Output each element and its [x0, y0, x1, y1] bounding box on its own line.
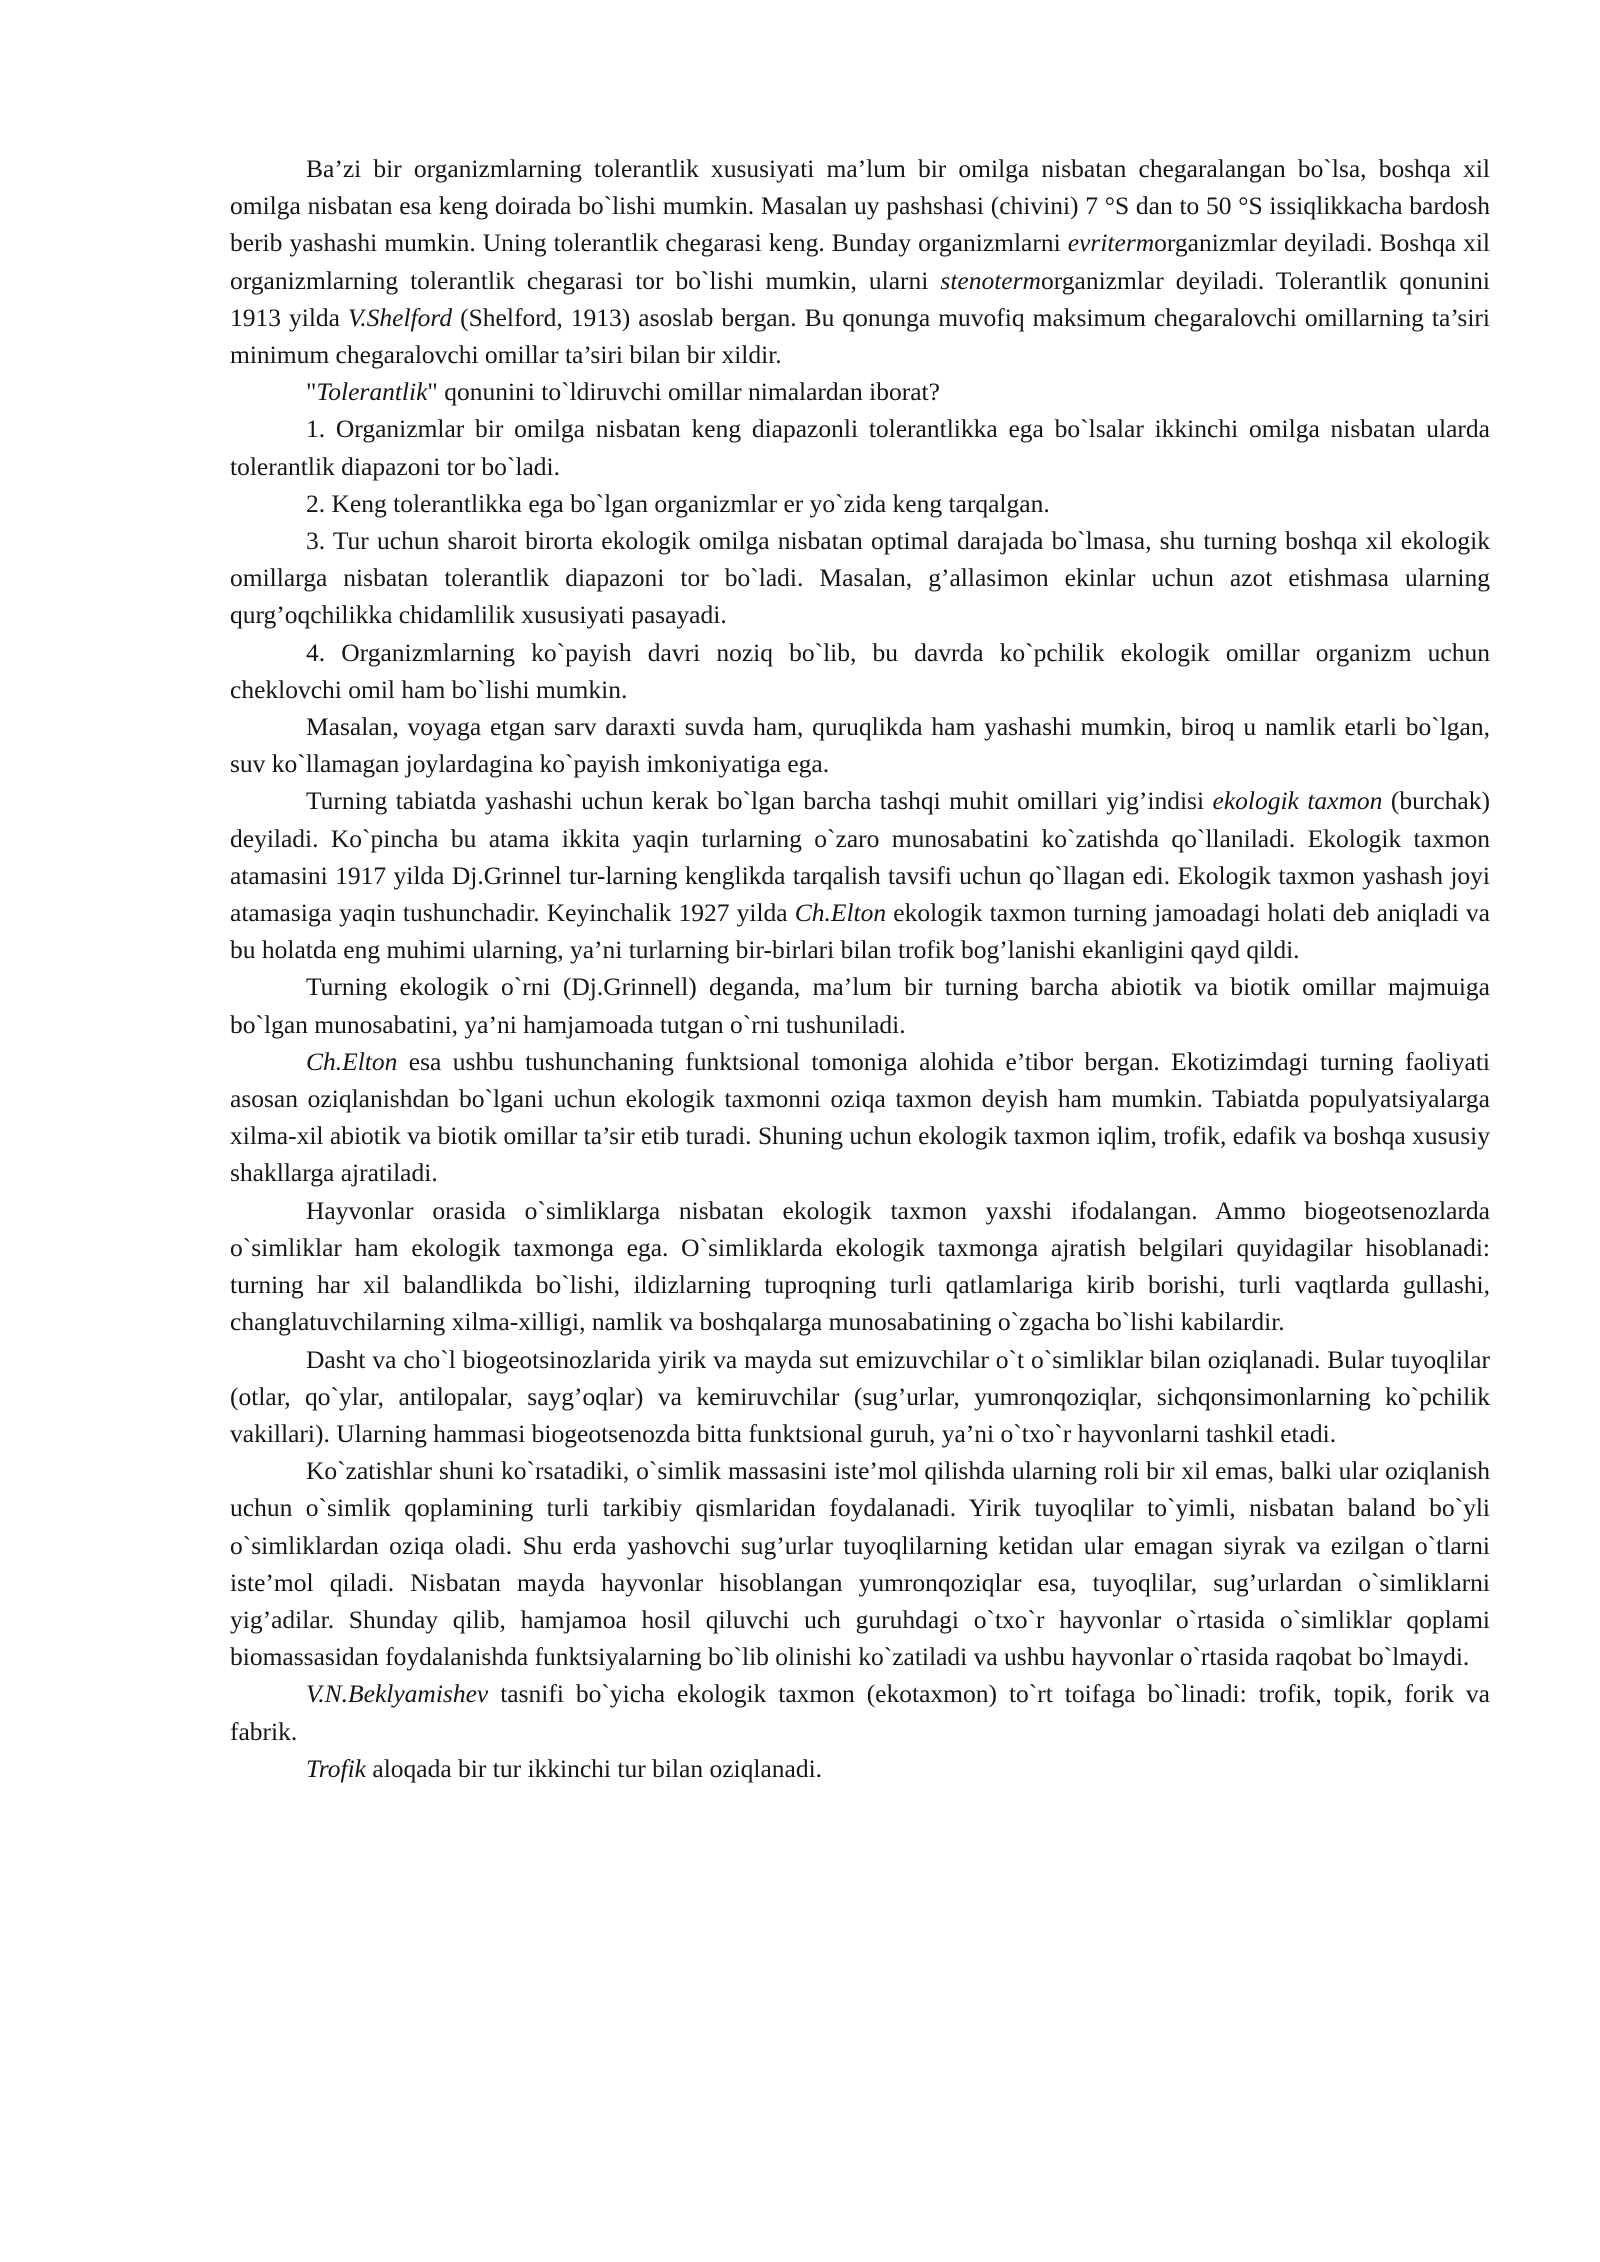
paragraph-text: Turning tabiatda yashashi uchun kerak bo`lgan barcha tashqi muhit omillari yig’indisi: [306, 786, 1213, 816]
body-paragraph: [230, 1341, 1490, 1453]
italic-term: Ch.Elton: [306, 1046, 398, 1076]
body-paragraph: [230, 968, 1490, 1042]
body-paragraph: [230, 373, 1490, 410]
paragraph-text: 3. Tur uchun sharoit birorta ekologik omilga nisbatan optimal darajada bo`lmasa, shu turning boshqa xil ekologik omillarga nisbatan tolerantlik diapazoni tor bo`ladi. Masalan, g’allasimon ekinlar uchun azot etishmasa ularning qurg’oqchilikka chidamlilik xususiyati pasayadi.: [230, 526, 1490, 630]
body-paragraph: [230, 1675, 1490, 1749]
body-paragraph: [230, 150, 1490, 373]
paragraph-text: organizmlar deyiladi. Boshqa xil organizmlarning tolerantlik chegarasi tor bo`lishi mumkin, ularni: [230, 228, 1490, 295]
italic-term: Ch.Elton: [794, 898, 887, 928]
paragraph-text: 2. Keng tolerantlikka ega bo`lgan organizmlar er yo`zida keng tarqalgan.: [306, 488, 1050, 518]
paragraph-text: Masalan, voyaga etgan sarv daraxti suvda ham, quruqlikda ham yashashi mumkin, biroq u namlik etarli bo`lgan, suv ko`llamagan joylardagina ko`payish imkoniyatiga ega.: [230, 712, 1490, 779]
paragraph-text: 4. Organizmlarning ko`payish davri noziq bo`lib, bu davrda ko`pchilik ekologik omillar organizm uchun cheklovchi omil ham bo`lishi mumkin.: [230, 637, 1490, 704]
italic-term: evriterm: [1067, 228, 1155, 258]
body-paragraph: [230, 1750, 1490, 1787]
paragraph-text: Ba’zi bir organizmlarning tolerantlik xususiyati ma’lum bir omilga nisbatan chegaralangan bo`lsa, boshqa xil omilga nisbatan esa keng doirada bo`lishi mumkin. Masalan uy pashshasi (chivini) 7 °S dan to 50 °S issiqlikkacha bardosh berib yashashi mumkin. Uning tolerantlik chegarasi keng. Bunday organizmlarni: [230, 154, 1490, 258]
body-paragraph: [230, 634, 1490, 708]
paragraph-text: (burchak) deyiladi. Ko`pincha bu atama ikkita yaqin turlarning o`zaro munosabatini ko`zatishda qo`llaniladi. Ekologik taxmon atamasini 1917 yilda Dj.Grinnel tur-larning kenglikda tarqalish tavsifi uchun qo`llagan edi. Ekologik taxmon yashash joyi atamasiga yaqin tushunchadir. Keyinchalik 1927 yilda: [230, 786, 1490, 928]
paragraph-text: Ko`zatishlar shuni ko`rsatadiki, o`simlik massasini iste’mol qilishda ularning roli bir xil emas, balki ular oziqlanish uchun o`simlik qoplamining turli tarkibiy qismlaridan foydalanadi. Yirik tuyoqlilar to`yimli, nisbatan baland bo`yli o`simliklardan oziqa oladi. Shu erda yashovchi sug’urlar tuyoqlilarning ketidan ular emagan siyrak va ezilgan o`tlarni iste’mol qiladi. Nisbatan mayda hayvonlar hisoblangan yumronqoziqlar esa, tuyoqlilar, sug’urlardan o`simliklarni yig’adilar. Shunday qilib, hamjamoa hosil qiluvchi uch guruhdagi o`txo`r hayvonlar o`rtasida o`simliklar qoplami biomassasidan foydalanishda funktsiyalarning bo`lib olinishi ko`zatiladi va ushbu hayvonlar o`rtasida raqobat bo`lmaydi.: [230, 1456, 1490, 1672]
body-paragraph: [230, 485, 1490, 522]
paragraph-text: ": [306, 377, 317, 407]
paragraph-text: ekologik taxmon turning jamoadagi holati deb aniqladi va bu holatda eng muhimi ularning, ya’ni turlarning bir-birlari bilan trofik bog’lanishi ekanligini qayd qildi.: [230, 898, 1490, 965]
paragraph-text: tasnifi bo`yicha ekologik taxmon (ekotaxmon) to`rt toifaga bo`linadi: trofik, topik, forik va fabrik.: [230, 1679, 1490, 1746]
paragraph-text: " qonunini to`ldiruvchi omillar nimalardan iborat?: [427, 377, 940, 407]
document-page: [230, 150, 1490, 1787]
body-paragraph: [230, 1452, 1490, 1675]
paragraph-text: Turning ekologik o`rni (Dj.Grinnell) deganda, ma’lum bir turning barcha abiotik va biotik omillar majmuiga bo`lgan munosabatini, ya’ni hamjamoada tutgan o`rni tushuniladi.: [230, 972, 1490, 1039]
paragraph-text: aloqada bir tur ikkinchi tur bilan oziqlanadi.: [366, 1753, 823, 1783]
paragraph-text: (Shelford, 1913) asoslab bergan. Bu qonunga muvofiq maksimum chegaralovchi omillarning ta’siri minimum chegaralovchi omillar ta’siri bilan bir xildir.: [230, 302, 1490, 370]
italic-term: Tolerantlik: [316, 377, 428, 407]
paragraph-text: esa ushbu tushunchaning funktsional tomoniga alohida e’tibor bergan. Ekotizimdagi turning faoliyati asosan oziqlanishdan bo`lgani uchun ekologik taxmonni oziqa taxmon deyish ham mumkin. Tabiatda populyatsiyalarga xilma-xil abiotik va biotik omillar ta’sir etib turadi. Shuning uchun ekologik taxmon iqlim, trofik, edafik va boshqa xususiy shakllarga ajratiladi.: [230, 1046, 1490, 1188]
body-paragraph: [230, 1192, 1490, 1341]
italic-term: V.Shelford: [347, 302, 453, 332]
paragraph-text: Hayvonlar orasida o`simliklarga nisbatan ekologik taxmon yaxshi ifodalangan. Ammo biogeotsenozlarda o`simliklar ham ekologik taxmonga ega. O`simliklarda ekologik taxmonga ajratish belgilari quyidagilar hisoblanadi: turning har xil balandlikda bo`lishi, ildizlarning tuproqning turli qatlamlariga kirib borishi, turli vaqtlarda gullashi, changlatuvchilarning xilma-xilligi, namlik va boshqalarga munosabatining o`zgacha bo`lishi kabilardir.: [230, 1195, 1490, 1337]
body-paragraph: [230, 782, 1490, 968]
italic-term: V.N.Beklyamishev: [306, 1679, 489, 1709]
italic-term: ekologik taxmon: [1212, 786, 1383, 816]
body-paragraph: [230, 410, 1490, 484]
italic-term: stenoterm: [940, 265, 1041, 295]
body-paragraph: [230, 522, 1490, 634]
paragraph-text: Dasht va cho`l biogeotsinozlarida yirik va mayda sut emizuvchilar o`t o`simliklar bilan oziqlanadi. Bular tuyoqlilar (otlar, qo`ylar, antilopalar, sayg’oqlar) va kemiruvchilar (sug’urlar, yumronqoziqlar, sichqonsimonlarning ko`pchilik vakillari). Ularning hammasi biogeotsenozda bitta funktsional guruh, ya’ni o`txo`r hayvonlarni tashkil etadi.: [230, 1344, 1490, 1448]
paragraph-text: 1. Organizmlar bir omilga nisbatan keng diapazonli tolerantlikka ega bo`lsalar ikkinchi omilga nisbatan ularda tolerantlik diapazoni tor bo`ladi.: [230, 414, 1490, 481]
body-paragraph: [230, 1043, 1490, 1192]
paragraph-text: organizmlar deyiladi. Tolerantlik qonunini 1913 yilda: [230, 265, 1490, 332]
italic-term: Trofik: [306, 1753, 366, 1783]
body-paragraph: [230, 708, 1490, 782]
